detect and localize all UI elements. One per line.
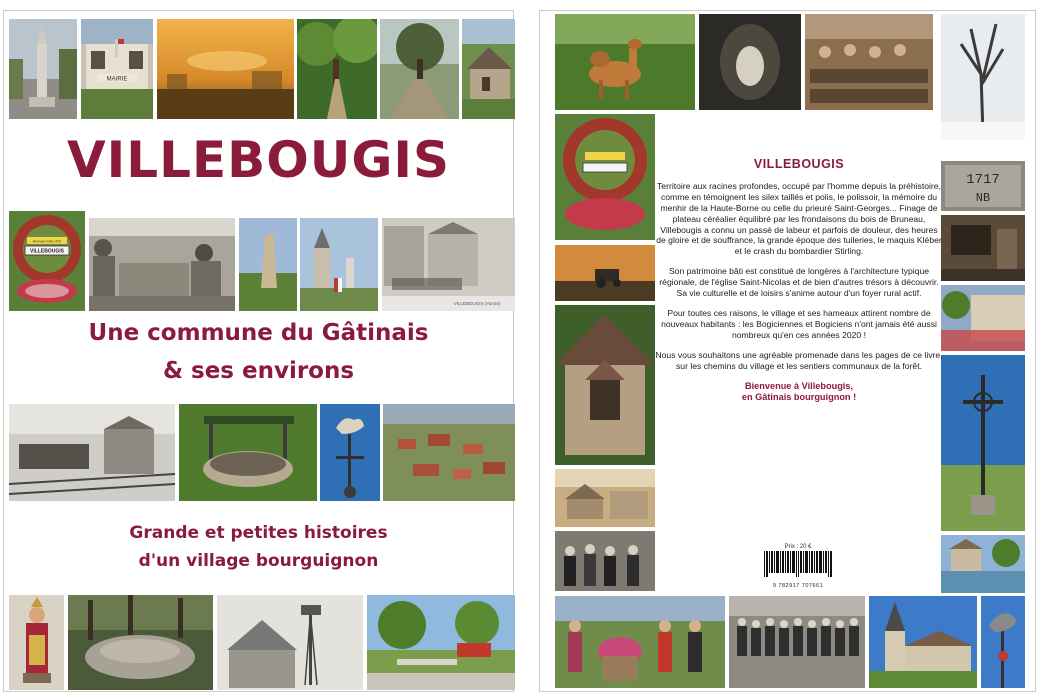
photo-school-class xyxy=(805,14,933,110)
photo-old-tree-lane xyxy=(380,19,459,119)
barcode-block xyxy=(762,544,834,589)
photo-forest-path xyxy=(297,19,377,119)
mairie-label: MAIRIE xyxy=(106,76,128,83)
photo-longere-dormer xyxy=(555,305,655,465)
sign-top-label: Avenue-Côte-d'Or xyxy=(32,239,62,244)
photo-sunrise-field xyxy=(157,19,294,119)
photo-old-kitchen xyxy=(941,215,1025,281)
photo-cellar-vault xyxy=(699,14,801,110)
front-tagline-line1: Grande et petites histoires xyxy=(129,523,388,543)
photo-roe-deer xyxy=(555,14,695,110)
welcome-line2: en Gâtinais bourguignon ! xyxy=(741,392,857,402)
back-paragraph-1: Territoire aux racines profondes, occupé par l'homme depuis la préhistoire, comme en témoignent les silex taillés et polis, le polissoir, la mémoire du menhir de la Haute-Borne ou celle du prieuré Saint-Georges... Finage de plateau céréalier équilibré par les frondaisons du bois de Bruneau, Villebougis a connu un passé de labeur et parfois de douleur, des heures de gloire et de souffrance, la grande époque des tuileries, le maquis Kléber et le crash du bombardier Stirling. xyxy=(656,180,942,257)
back-paragraph-2: Son patrimoine bâti est constitué de longères à l'architecture typique régionale, de l'église Saint-Nicolas et de bien d'autres trésors à découvrir. Sa vie culturelle et de loisirs s'anime autour d'un foyer rural actif. xyxy=(659,266,939,299)
photo-polissoir-stone xyxy=(68,595,213,690)
photo-villagers-flower-cart xyxy=(555,596,725,688)
photo-metal-sculpture xyxy=(981,596,1025,688)
photo-pond-house xyxy=(941,535,1025,593)
photo-wrought-iron-cross xyxy=(941,355,1025,531)
back-paragraph-3: Pour toutes ces raisons, le village et ses hameaux attirent nombre de nouveaux habitants : les Bogiciennes et Bogiciens n'ont jamais été aussi nombreux qu'en ces années 2020 ! xyxy=(661,307,937,340)
photo-stone-inscription xyxy=(941,161,1025,211)
back-cover xyxy=(539,10,1036,692)
sign-label: VILLEBOUGIS xyxy=(30,248,64,255)
back-cover-text xyxy=(655,159,943,404)
postcard-caption: VILLEBOUGIS (Yonne) xyxy=(453,301,501,306)
photo-tractor-sunset xyxy=(555,245,655,301)
photo-stone-house xyxy=(462,19,515,119)
photo-old-group-portrait xyxy=(555,531,655,591)
stone-inscription-initials: NB xyxy=(975,191,991,205)
front-tagline-line2: d'un village bourguignon xyxy=(138,551,379,571)
photo-old-village-houses xyxy=(555,469,655,527)
photo-saint-statue xyxy=(9,595,64,690)
photo-flowered-street xyxy=(941,285,1025,351)
photo-stone-well xyxy=(179,404,317,501)
front-cover xyxy=(3,10,514,692)
front-subtitle-line1: Une commune du Gâtinais xyxy=(88,320,429,346)
front-title: VILLEBOUGIS xyxy=(66,131,451,189)
front-subtitle-line2: & ses environs xyxy=(162,358,355,384)
photo-mairie xyxy=(81,19,153,119)
photo-menhir xyxy=(239,218,297,311)
welcome-line1: Bienvenue à Villebougis, xyxy=(744,380,854,391)
isbn-number: 9 782917 707661 xyxy=(772,583,824,589)
photo-church-saint-nicolas xyxy=(869,596,977,688)
photo-monument xyxy=(9,19,77,119)
back-paragraph-4: Nous vous souhaitons une agréable promenade dans les pages de ce livre, sur les chemins du village et les sentiers communaux de la forêt. xyxy=(655,349,943,371)
back-title: VILLEBOUGIS xyxy=(753,157,845,171)
back-welcome xyxy=(655,381,943,404)
photo-weathervane-rooster xyxy=(320,404,380,501)
photo-park-table xyxy=(367,595,515,690)
barcode-icon xyxy=(762,550,834,578)
photo-old-farm-windpump xyxy=(217,595,363,690)
photo-school-group xyxy=(729,596,865,688)
photo-village-sign-flowers xyxy=(9,211,85,311)
price-label: Prix : 20 € xyxy=(784,544,812,550)
photo-tile-workers xyxy=(89,218,235,311)
photo-old-station xyxy=(9,404,175,501)
photo-snowy-tree xyxy=(941,14,1025,140)
photo-church-memorial xyxy=(300,218,378,311)
stone-inscription-year: 1717 xyxy=(966,172,1000,188)
photo-village-sign-flowers-back xyxy=(555,114,655,240)
photo-old-postcard-street xyxy=(382,218,515,311)
photo-aerial-village xyxy=(383,404,515,501)
